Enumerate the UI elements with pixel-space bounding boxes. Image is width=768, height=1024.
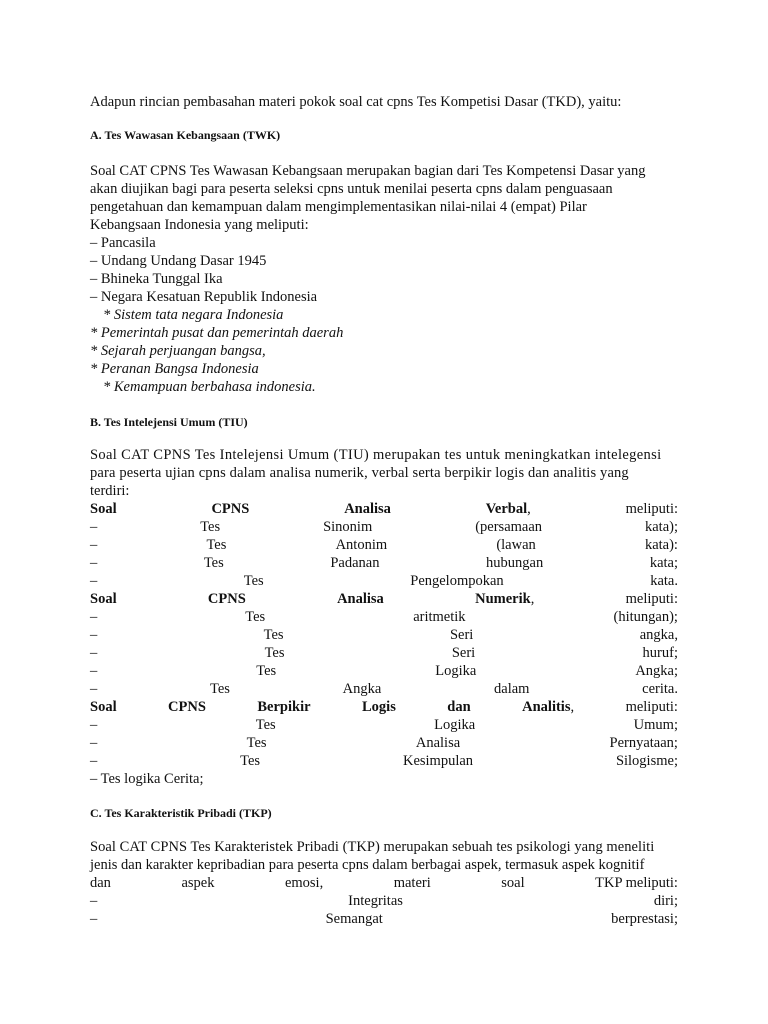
item-word: Tes: [246, 735, 267, 751]
numerik-item: [90, 662, 678, 680]
header-word: Analisa: [337, 591, 384, 607]
tkp-para-line: [90, 874, 678, 892]
header-word: Numerik: [475, 591, 531, 607]
twk-list-item: – Pancasila: [90, 235, 156, 251]
item-word: Seri: [449, 627, 474, 643]
item-word: Angka: [342, 681, 382, 697]
twk-sub-item: * Sejarah perjuangan bangsa,: [90, 343, 266, 359]
item-word: –: [90, 753, 98, 769]
item-word: kata):: [644, 537, 678, 553]
item-word: aritmetik: [413, 609, 466, 625]
item-word: Seri: [451, 645, 476, 661]
item-word: Silogisme;: [615, 753, 678, 769]
intro-text: Adapun rincian pembasahan materi pokok soal cat cpns Tes Kompetisi Dasar (TKD), yaitu:: [90, 94, 622, 110]
para-word: TKP meliputi:: [595, 875, 678, 891]
para-word: emosi,: [284, 875, 324, 891]
item-word: –: [90, 537, 98, 553]
item-word: Angka;: [635, 663, 678, 679]
item-word: Tes: [264, 645, 285, 661]
tiu-para-line: [90, 464, 678, 482]
header-word: CPNS: [168, 699, 206, 715]
item-word: Integritas: [348, 893, 403, 909]
logis-item: [90, 752, 678, 770]
twk-list-item: – Bhineka Tunggal Ika: [90, 271, 223, 287]
header-word: meliputi:: [625, 591, 678, 607]
tkp-para-text: Soal CAT CPNS Tes Karakteristek Pribadi (TKP) merupakan sebuah tes psikologi yang meneliti: [90, 839, 655, 855]
logis-item: [90, 734, 678, 752]
tkp-item: [90, 892, 678, 910]
numerik-item: [90, 626, 678, 644]
para-word: dan: [90, 875, 111, 891]
item-word: cerita.: [642, 681, 678, 697]
item-word: Semangat: [325, 911, 383, 927]
twk-list-item: – Undang Undang Dasar 1945: [90, 253, 267, 269]
item-word: (hitungan);: [613, 609, 678, 625]
logis-item: [90, 716, 678, 734]
twk-sub-item: * Kemampuan berbahasa indonesia.: [103, 379, 316, 395]
item-word: Pernyataan;: [609, 735, 678, 751]
item-word: –: [90, 717, 98, 733]
item-word: huruf;: [642, 645, 678, 661]
tkp-para-text: jenis dan karakter kepribadian para peserta cpns dalam berbagai aspek, termasuk aspek kognitif: [90, 857, 645, 873]
header-word: meliputi:: [625, 699, 678, 715]
header-word: CPNS: [211, 501, 250, 517]
header-word: Analisa: [344, 501, 391, 517]
header-comma: ,: [527, 501, 531, 517]
item-word: –: [90, 911, 98, 927]
logis-item: – Tes logika Cerita;: [90, 771, 204, 787]
header-word-group: [475, 590, 534, 608]
item-word: Logika: [435, 663, 477, 679]
header-word: Soal: [90, 699, 117, 715]
header-word: Soal: [90, 501, 117, 517]
para-word: aspek: [181, 875, 215, 891]
verbal-item: [90, 536, 678, 554]
twk-para-line: pengetahuan dan kemampuan dalam mengimplementasikan nilai-nilai 4 (empat) Pilar: [90, 199, 587, 215]
twk-para-line: Kebangsaan Indonesia yang meliputi:: [90, 217, 309, 233]
header-word: Analitis: [522, 699, 571, 715]
tkp-para-line: [90, 838, 678, 856]
tiu-para-text: para peserta ujian cpns dalam analisa numerik, verbal serta berpikir logis dan analitis yang: [90, 465, 629, 481]
item-word: Tes: [206, 537, 227, 553]
twk-sub-item: * Sistem tata negara Indonesia: [103, 307, 284, 323]
verbal-header: [90, 500, 678, 518]
para-word: soal: [501, 875, 525, 891]
item-word: –: [90, 609, 98, 625]
twk-para-line: Soal CAT CPNS Tes Wawasan Kebangsaan merupakan bagian dari Tes Kompetensi Dasar yang: [90, 163, 646, 179]
para-word: materi: [393, 875, 431, 891]
twk-list-item: – Negara Kesatuan Republik Indonesia: [90, 289, 318, 305]
item-word: Sinonim: [323, 519, 373, 535]
header-comma: ,: [570, 699, 575, 715]
twk-para-line: akan diujikan bagi para peserta seleksi cpns untuk menilai peserta cpns dalam penguasaan: [90, 181, 613, 197]
verbal-item: [90, 572, 678, 590]
twk-sub-item: * Pemerintah pusat dan pemerintah daerah: [90, 325, 344, 341]
tiu-para-text: Soal CAT CPNS Tes Intelejensi Umum (TIU) merupakan tes untuk meningkatkan intelegensi: [90, 447, 662, 463]
header-word-group: [522, 698, 574, 716]
item-word: –: [90, 519, 98, 535]
item-word: dalam: [494, 681, 530, 697]
item-word: kata);: [644, 519, 678, 535]
numerik-item: [90, 608, 678, 626]
tiu-heading: B. Tes Intelejensi Umum (TIU): [90, 415, 248, 429]
item-word: berprestasi;: [611, 911, 678, 927]
twk-sub-item: * Peranan Bangsa Indonesia: [90, 361, 259, 377]
item-word: hubungan: [486, 555, 544, 571]
item-word: –: [90, 627, 98, 643]
item-word: Umum;: [633, 717, 678, 733]
logis-header: [90, 698, 678, 716]
header-word: CPNS: [207, 591, 246, 607]
item-word: Analisa: [415, 735, 461, 751]
item-word: diri;: [653, 893, 678, 909]
twk-heading: A. Tes Wawasan Kebangsaan (TWK): [90, 128, 281, 142]
item-word: angka,: [639, 627, 678, 643]
item-word: –: [90, 555, 98, 571]
item-word: –: [90, 663, 98, 679]
numerik-item: [90, 644, 678, 662]
verbal-item: [90, 554, 678, 572]
item-word: –: [90, 735, 98, 751]
numerik-item: [90, 680, 678, 698]
header-word-group: [486, 500, 531, 518]
header-word: Berpikir: [257, 699, 311, 715]
item-word: Tes: [256, 663, 277, 679]
item-word: Tes: [203, 555, 224, 571]
item-word: Pengelompokan: [410, 573, 504, 589]
verbal-item: [90, 518, 678, 536]
item-word: –: [90, 681, 98, 697]
header-word: meliputi:: [625, 501, 678, 517]
item-word: Tes: [243, 573, 264, 589]
header-word: dan: [447, 699, 471, 715]
tkp-heading: C. Tes Karakteristik Pribadi (TKP): [90, 806, 272, 820]
item-word: kata;: [649, 555, 678, 571]
item-word: (persamaan: [475, 519, 543, 535]
item-word: Antonim: [335, 537, 388, 553]
tkp-item: [90, 910, 678, 928]
item-word: Kesimpulan: [402, 753, 474, 769]
numerik-header: [90, 590, 678, 608]
header-word: Soal: [90, 591, 117, 607]
header-word: Logis: [362, 699, 396, 715]
item-word: Tes: [245, 609, 266, 625]
item-word: Tes: [240, 753, 261, 769]
item-word: –: [90, 645, 98, 661]
item-word: Padanan: [330, 555, 380, 571]
tiu-para-line: [90, 446, 678, 464]
item-word: Tes: [200, 519, 221, 535]
item-word: –: [90, 893, 98, 909]
item-word: Tes: [255, 717, 276, 733]
tiu-para-line: terdiri:: [90, 483, 130, 499]
item-word: kata.: [650, 573, 678, 589]
item-word: –: [90, 573, 98, 589]
tkp-para-line: [90, 856, 678, 874]
item-word: Tes: [209, 681, 230, 697]
header-comma: ,: [530, 591, 535, 607]
item-word: (lawan: [496, 537, 536, 553]
item-word: Tes: [263, 627, 284, 643]
header-word: Verbal: [485, 501, 528, 517]
item-word: Logika: [434, 717, 476, 733]
